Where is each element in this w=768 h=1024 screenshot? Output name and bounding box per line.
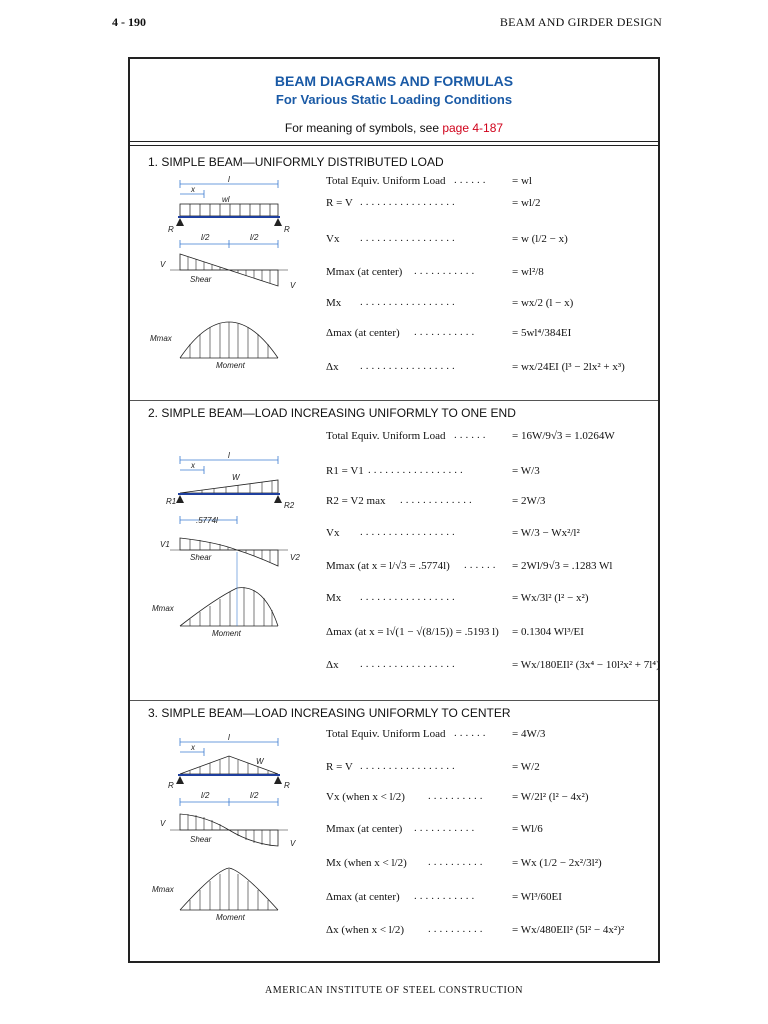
section-3-diagram [146, 734, 306, 934]
running-head: BEAM AND GIRDER DESIGN [499, 15, 662, 29]
moment-label: Moment [212, 629, 241, 638]
formula-row: Δmax (at center) ........... = 5wl⁴/384EI [326, 326, 572, 339]
formula-row: R = V ................. = wl/2 [326, 196, 541, 209]
formula-row: Δx ................. = Wx/180EIl² (3x⁴ − 10l²x² + 7l⁴) [326, 658, 660, 671]
symbols-reference-text: For meaning of symbols, see [284, 121, 443, 135]
divider [130, 400, 658, 401]
half-span-label: l/2 [201, 233, 210, 242]
formula-row: Mmax (at center) ........... = Wl/6 [326, 822, 543, 835]
x-label: x [191, 461, 195, 470]
right-reaction-label: R [284, 781, 290, 790]
formula-row: Vx ................. = W/3 − Wx²/l² [326, 526, 580, 539]
formula-row: Mmax (at center) ........... = wl²/8 [326, 265, 544, 278]
load-label: W [232, 473, 240, 482]
formula-row: Total Equiv. Uniform Load ...... = wl [326, 174, 532, 187]
formula-row: Mx ................. = wx/2 (l − x) [326, 296, 574, 309]
mmax-label: Mmax [152, 885, 174, 894]
x-label: x [191, 185, 195, 194]
shear-v-label: V [290, 281, 296, 290]
shear-v-label: V [160, 819, 166, 828]
section-2-diagram [146, 448, 306, 648]
formula-row: R = V ................. = W/2 [326, 760, 540, 773]
shear-label: Shear [190, 275, 212, 284]
section-3-title: 3. SIMPLE BEAM—LOAD INCREASING UNIFORMLY TO CENTER [148, 706, 511, 720]
formula-row: Mx (when x < l/2) .......... = Wx (1/2 − 2x²/3l²) [326, 856, 602, 869]
formula-row: Δx (when x < l/2) .......... = Wx/480EIl² (5l² − 4x²)² [326, 923, 625, 936]
shear-v-label: V [160, 260, 166, 269]
section-1-diagram [146, 176, 306, 386]
shear-v2-label: V2 [290, 553, 300, 562]
shear-v-label: V [290, 839, 296, 848]
shear-v1-label: V1 [160, 540, 170, 549]
span-label: l [228, 451, 230, 460]
formula-row: Total Equiv. Uniform Load ...... = 4W/3 [326, 727, 546, 740]
page-number: 4 - 190 [112, 15, 146, 29]
half-span-label: l/2 [250, 791, 259, 800]
left-reaction-label: R1 [166, 497, 177, 506]
formula-row: R2 = V2 max ............. = 2W/3 [326, 494, 546, 507]
left-reaction-label: R [168, 225, 174, 234]
distance-label: .5774l [196, 516, 218, 525]
divider [130, 141, 658, 146]
symbols-reference [128, 121, 660, 135]
left-reaction-label: R [168, 781, 174, 790]
half-span-label: l/2 [201, 791, 210, 800]
x-label: x [191, 743, 195, 752]
mmax-label: Mmax [150, 334, 172, 343]
formula-row: Total Equiv. Uniform Load ...... = 16W/9√3 = 1.0264W [326, 429, 615, 442]
right-reaction-label: R2 [284, 501, 295, 510]
formula-row: Δmax (at x = l√(1 − √(8/15)) = .5193 l) = 0.1304 Wl³/EI [326, 626, 584, 638]
span-label: l [228, 176, 230, 184]
formula-row: R1 = V1 ................. = W/3 [326, 464, 540, 477]
section-2-title: 2. SIMPLE BEAM—LOAD INCREASING UNIFORMLY TO ONE END [148, 406, 516, 420]
shear-label: Shear [190, 835, 212, 844]
page-title: BEAM DIAGRAMS AND FORMULAS [274, 73, 514, 89]
shear-label: Shear [190, 553, 212, 562]
formula-row: Δx ................. = wx/24EI (l³ − 2lx² + x³) [326, 360, 625, 373]
moment-label: Moment [216, 913, 245, 922]
load-label: wl [222, 195, 230, 204]
mmax-label: Mmax [152, 604, 174, 613]
page-footer: AMERICAN INSTITUTE OF STEEL CONSTRUCTION [264, 985, 524, 996]
formula-row: Vx ................. = w (l/2 − x) [326, 232, 568, 245]
divider [130, 700, 658, 701]
load-label: W [256, 757, 264, 766]
right-reaction-label: R [284, 225, 290, 234]
formula-row: Mmax (at x = l/√3 = .5774l) ...... = 2Wl/9√3 = .1283 Wl [326, 559, 613, 572]
page-subtitle: For Various Static Loading Conditions [275, 92, 513, 107]
formula-row: Vx (when x < l/2) .......... = W/2l² (l² − 4x²) [326, 790, 589, 803]
symbols-page-link[interactable]: page 4-187 [442, 121, 504, 135]
half-span-label: l/2 [250, 233, 259, 242]
span-label: l [228, 734, 230, 742]
moment-label: Moment [216, 361, 245, 370]
section-1-title: 1. SIMPLE BEAM—UNIFORMLY DISTRIBUTED LOAD [148, 155, 444, 169]
formula-row: Mx ................. = Wx/3l² (l² − x²) [326, 591, 589, 604]
formula-row: Δmax (at center) ........... = Wl³/60EI [326, 890, 562, 903]
